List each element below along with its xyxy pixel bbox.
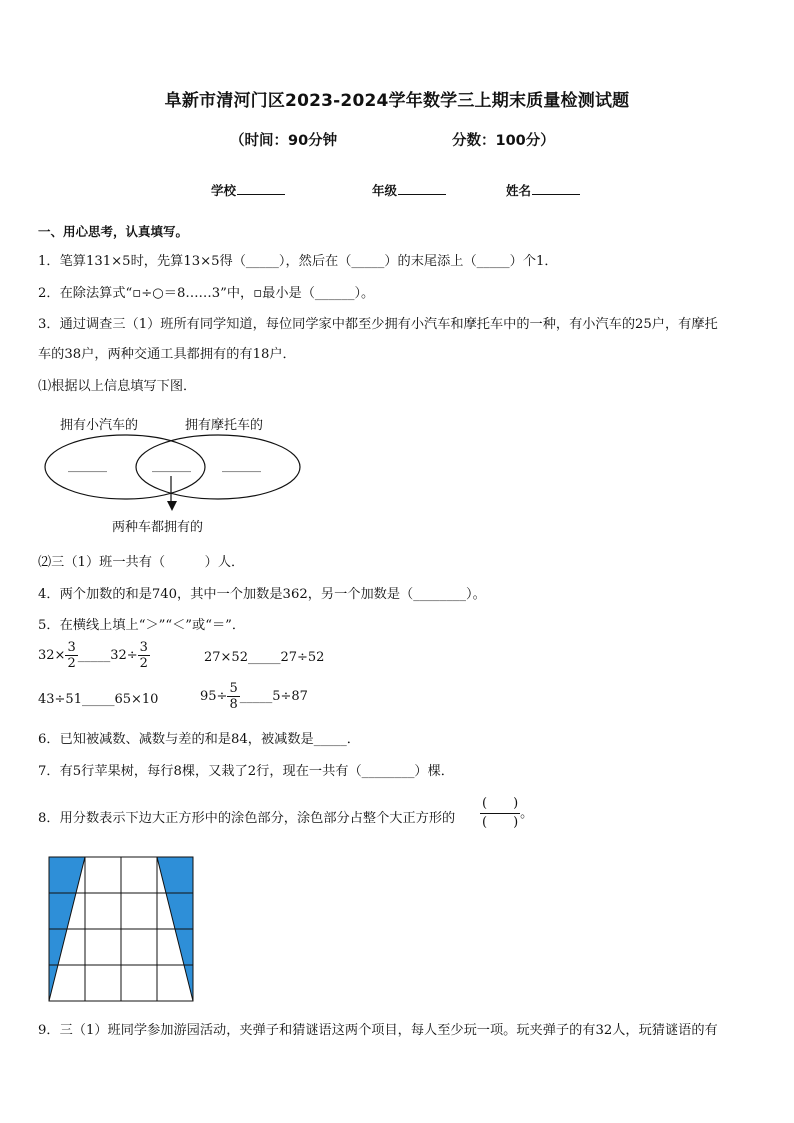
grade-field: 年级 (372, 181, 446, 199)
exam-time: （时间：90分钟 (230, 133, 338, 149)
venn-blank-both: ______ (152, 458, 191, 473)
question-9: 9．三（1）班同学参加游园活动，夹弹子和猜谜语这两个项目，每人至少玩一项。玩夹弹子的有32人，玩猜谜语的有 (38, 1023, 718, 1038)
section-heading: 一、用心思考，认真填写。 (38, 224, 189, 239)
venn-label-motorcycle: 拥有摩托车的 (185, 418, 264, 433)
arrow-head-icon (166, 500, 178, 512)
question-3-line2: 车的38户，两种交通工具都拥有的有18户． (38, 347, 296, 362)
exam-score: 分数：100分） (452, 133, 555, 149)
venn-label-both: 两种车都拥有的 (112, 520, 204, 535)
question-2: 2．在除法算式“▫÷○＝8……3”中，▫最小是（______）。 (38, 286, 375, 301)
question-5: 5．在横线上填上“＞”“＜”或“＝”． (38, 618, 246, 633)
school-field: 学校 (211, 181, 285, 199)
q5-item-b: 27×52_____27÷52 (204, 650, 325, 665)
shaded-square-figure (48, 856, 194, 1002)
q8-answer-fraction: $\frac{( )}{( )}$ 。 (482, 796, 534, 830)
q5-item-c: 43÷51_____65×10 (38, 692, 159, 707)
question-4: 4．两个加数的和是740，其中一个加数是362，另一个加数是（________）。 (38, 587, 486, 602)
question-1: 1．笔算131×5时，先算13×5得（_____），然后在（_____）的末尾添上（_____）个1． (38, 254, 558, 269)
q5-item-a: 32× $\frac{3}{2}$ _____32÷ $\frac{3}{2}$ (38, 640, 148, 671)
venn-blank-motorcycle: ______ (222, 458, 261, 473)
name-field: 姓名 (506, 181, 580, 199)
page-title: 阜新市清河门区2023-2024学年数学三上期末质量检测试题 (164, 91, 630, 111)
q5-item-d: 95÷ $\frac{5}{8}$ _____5÷87 (200, 681, 308, 712)
question-8: 8．用分数表示下边大正方形中的涂色部分，涂色部分占整个大正方形的 (38, 811, 456, 826)
venn-label-car: 拥有小汽车的 (60, 418, 139, 433)
question-3-part2: ⑵三（1）班一共有（ ）人． (38, 555, 245, 570)
question-3-part1: ⑴根据以上信息填写下图． (38, 379, 197, 394)
question-6: 6．已知被减数、减数与差的和是84，被减数是_____． (38, 732, 360, 747)
question-3-line1: 3．通过调查三（1）班所有同学知道，每位同学家中都至少拥有小汽车和摩托车中的一种，有小汽车的25户，有摩托 (38, 317, 718, 332)
venn-blank-car: ______ (68, 458, 107, 473)
question-7: 7．有5行苹果树，每行8棵，又栽了2行，现在一共有（________）棵． (38, 764, 454, 779)
